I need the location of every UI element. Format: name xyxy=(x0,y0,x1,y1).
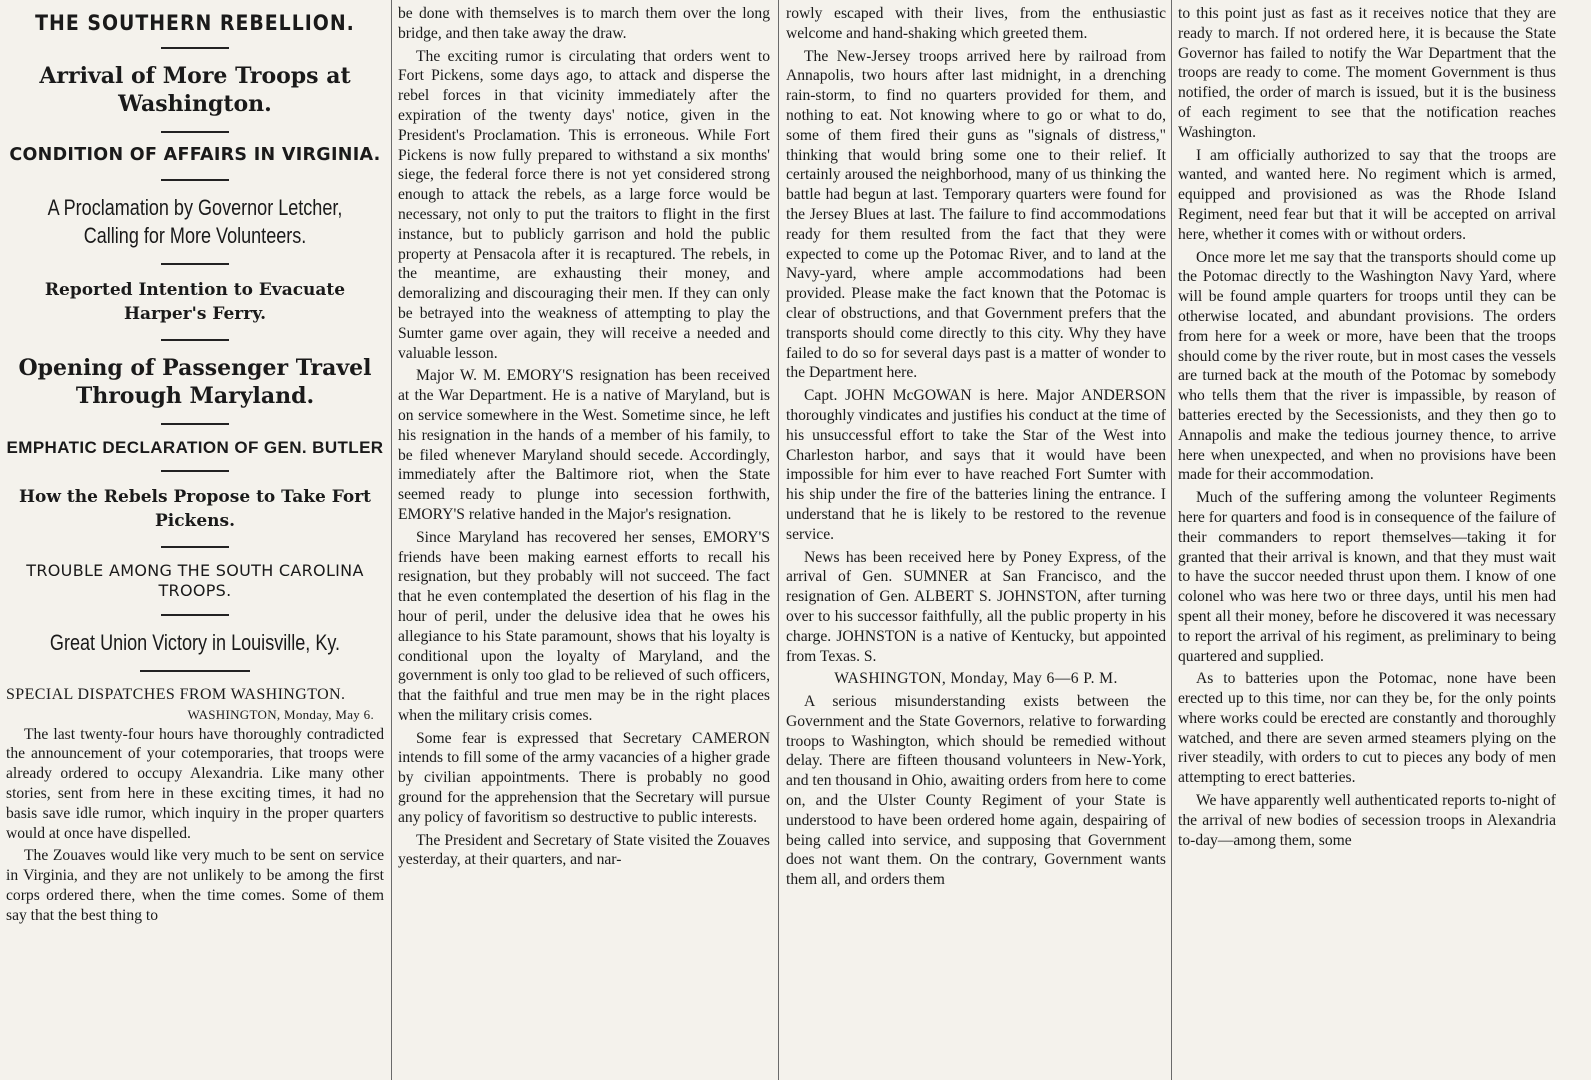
main-headline: THE SOUTHERN REBELLION. xyxy=(35,11,355,35)
headline-rule xyxy=(161,614,229,616)
headline-rule xyxy=(161,263,229,265)
paragraph: be done with themselves is to march them over the long bridge, and then take away the draw. xyxy=(398,5,770,42)
headline-volunteers: Calling for More Volunteers. xyxy=(83,222,307,248)
headline-column xyxy=(6,4,384,1078)
paragraph: News has been received here by Poney Express, of the arrival of Gen. SUMNER at San Francisco, and the resignation of Gen. ALBERT S. JOHNSTON, after turning over to his successor faithfully, all the public property in his charge. JOHNSTON is a native of Kentucky, but appointed from Texas. S. xyxy=(786,548,1166,665)
dateline: WASHINGTON, Monday, May 6. xyxy=(187,706,374,722)
paragraph: The Zouaves would like very much to be sent on service in Virginia, and they are not unlikely to be among the first corps ordered there, when the time comes. Some of them say that the best thing to xyxy=(6,847,384,924)
paragraph: Capt. JOHN McGOWAN is here. Major ANDERSON thoroughly vindicates and justifies his conduct at the time of his unsuccessful effort to take the Star of the West into Charleston harbor, and says that it would have been impossible for him ever to have reached Fort Sumter with his ship under the fire of the batteries lining the entrance. I understand that he is likely to be restored to the revenue service. xyxy=(786,387,1166,543)
article-column-3 xyxy=(786,4,1166,1078)
headline-rule xyxy=(161,131,229,133)
headline-rule xyxy=(140,670,250,672)
paragraph: Major W. M. EMORY'S resignation has been received at the War Department. He is a native of Maryland, but is on service somewhere in the West. Sometime since, he left his resignation in the hands of a member of his family, to be filed whenever Maryland should secede. Accordingly, immediately after the Baltimore riot, when the State seemed ready to plunge into secession forthwith, EMORY'S relative handed in the Major's resignation. xyxy=(398,367,770,523)
paragraph: Much of the suffering among the volunteer Regiments here for quarters and food is in consequence of the failure of their commanders to report themselves—taking it for granted that their arrival is known, and that they must wait to have the succor needed thrust upon them. I know of one colonel who was here two or three days, until his men had spent all their money, before he discovered it was necessary to report the arrival of his regiment, as preliminary to being quartered and supplied. xyxy=(1178,489,1556,665)
paragraph: A serious misunderstanding exists between the Government and the State Governors, relative to forwarding troops to Washington, which should be remedied without delay. There are fifteen thousand volunteers in New-York, and ten thousand in Ohio, awaiting orders from here to come on, and the Ulster County Regiment of your State is understood to have been ordered home again, despairing of being called into service, and supposing that Government does not want them. On the contrary, Government wants them all, and orders them xyxy=(786,693,1166,889)
headline-passenger-travel: Opening of Passenger Travel Through Maryland. xyxy=(18,354,372,409)
paragraph: to this point just as fast as it receives notice that they are ready to march. If not ordered here, it is because the State Governor has failed to notify the War Department that the troops are ready to come. The moment Government is thus notified, the order of march is issued, but it is the business of each regiment to see that the notification reaches Washington. xyxy=(1178,5,1556,141)
article-body xyxy=(6,725,384,926)
paragraph: Some fear is expressed that Secretary CAMERON intends to fill some of the army vacancies of a higher grade by civilian appointments. There is probably no good ground for the apprehension that the Secretary will pursue any policy of favoritism so destructive to public interests. xyxy=(398,729,770,826)
headline-fort-pickens: How the Rebels Propose to Take Fort Pickens. xyxy=(18,487,372,532)
headline-arrival-troops: Arrival of More Troops at Washington. xyxy=(39,62,351,117)
dateline-evening: WASHINGTON, Monday, May 6—6 P. M. xyxy=(834,670,1118,688)
headline-proclamation: A Proclamation by Governor Letcher, xyxy=(47,194,343,220)
column-rule xyxy=(778,0,779,1080)
headline-virginia: CONDITION OF AFFAIRS IN VIRGINIA. xyxy=(9,144,381,165)
column-rule xyxy=(1171,0,1172,1080)
headline-rule xyxy=(161,339,229,341)
headline-south-carolina: TROUBLE AMONG THE SOUTH CAROLINA TROOPS. xyxy=(26,561,364,601)
headline-rule xyxy=(161,179,229,181)
article-column-4 xyxy=(1178,4,1556,1078)
paragraph: The New-Jersey troops arrived here by railroad from Annapolis, two hours after last midnight, in a drenching rain-storm, to find no quarters provided for them, and nothing to eat. Not knowing where to go or what to do, some of them fired their guns as "signals of distress," thinking that would bring some one to their relief. It certainly aroused the neighborhood, many of us thinking the battle had begun at last. Temporary quarters were found for the Jersey Blues at last. The failure to find accommodations ready for them resulted from the fact that they were expected to come up the Potomac River, and to land at the Navy-yard, where ample accommodations had been provided. Please make the fact known that the Potomac is clear of obstructions, and that Government prefers that the transports should come directly to this city. Why they have failed to do so for several days past is a matter of wonder to the Department here. xyxy=(786,47,1166,382)
paragraph: Since Maryland has recovered her senses, EMORY'S friends have been making earnest efforts to recall his resignation, but they probably will not succeed. The fact that he even contemplated the desertion of his flag in the hour of peril, under the delusive idea that he owes his allegiance to his State paramount, shows that his loyalty is conditional upon the loyalty of Maryland, and the government is only too glad to be relieved of such officers, that the faithful and true men may be in the right places when the military crisis comes. xyxy=(398,528,770,724)
headline-butler: EMPHATIC DECLARATION OF GEN. BUTLER xyxy=(6,437,384,457)
paragraph: The last twenty-four hours have thoroughly contradicted the announcement of your cotemporaries, that troops were already ordered to occupy Alexandria. Like many other stories, sent from here in these exciting times, it had no basis save idle rumor, which inquiry in the proper quarters would at once have dispelled. xyxy=(6,725,384,842)
paragraph: rowly escaped with their lives, from the enthusiastic welcome and hand-shaking which greeted them. xyxy=(786,5,1166,42)
headline-rule xyxy=(161,546,229,548)
paragraph: I am officially authorized to say that the troops are wanted, and wanted here. No regiment which is armed, equipped and provisioned as was the Rhode Island Regiment, need fear but that it will be accepted on arrival here, whether it comes with or without orders. xyxy=(1178,146,1556,243)
paragraph: The President and Secretary of State visited the Zouaves yesterday, at their quarters, and nar- xyxy=(398,831,770,869)
paragraph: The exciting rumor is circulating that orders went to Fort Pickens, some days ago, to attack and disperse the rebel forces in that vicinity immediately after the expiration of the twenty days' notice, given in the President's Proclamation. This is erroneous. While Fort Pickens is now fully prepared to withstand a six months' siege, the federal force there is not yet considered strong enough to attack the rebels, as a large force would be necessary, not only to put the traitors to flight in the first instance, but to publicly garrison and hold the public property at Pensacola after it is recaptured. The rebels, in the meantime, are exhausting their money, and demoralizing and discouraging their men. If they can only be betrayed into the weakness of attempting to play the Sumter game over again, they will receive a needed and valuable lesson. xyxy=(398,47,770,362)
headline-louisville: Great Union Victory in Louisville, Ky. xyxy=(49,629,341,655)
paragraph: We have apparently well authenticated reports to-night of the arrival of new bodies of secession troops in Alexandria to-day—among them, some xyxy=(1178,792,1556,849)
dispatch-heading: SPECIAL DISPATCHES FROM WASHINGTON. xyxy=(6,685,346,703)
column-rule xyxy=(391,0,392,1080)
headline-rule xyxy=(161,47,229,49)
paragraph: As to batteries upon the Potomac, none have been erected up to this time, nor can they be, for the only points where works could be erected are constantly and thoroughly watched, and there are seven armed steamers plying on the river steadily, with orders to cut to pieces any body of men attempting to erect batteries. xyxy=(1178,670,1556,787)
headline-rule xyxy=(161,470,229,472)
article-column-2 xyxy=(398,4,770,1078)
paragraph: Once more let me say that the transports should come up the Potomac directly to the Washington Navy Yard, where will be found ample quarters for troops until they can be otherwise located, and abundant provisions. The orders from here for a week or more, have been that the troops should come by the river route, but in most cases the vessels are turned back at the mouth of the Potomac by somebody who tells them that the river is impassible, by reason of batteries erected by the Secessionists, and they then go to Annapolis and make the tedious journey thence, to arrive here when unexpected, and when no provisions have been made for their accommodation. xyxy=(1178,248,1556,484)
headline-harpers-ferry: Reported Intention to Evacuate Harper's Ferry. xyxy=(44,279,346,324)
headline-rule xyxy=(161,423,229,425)
